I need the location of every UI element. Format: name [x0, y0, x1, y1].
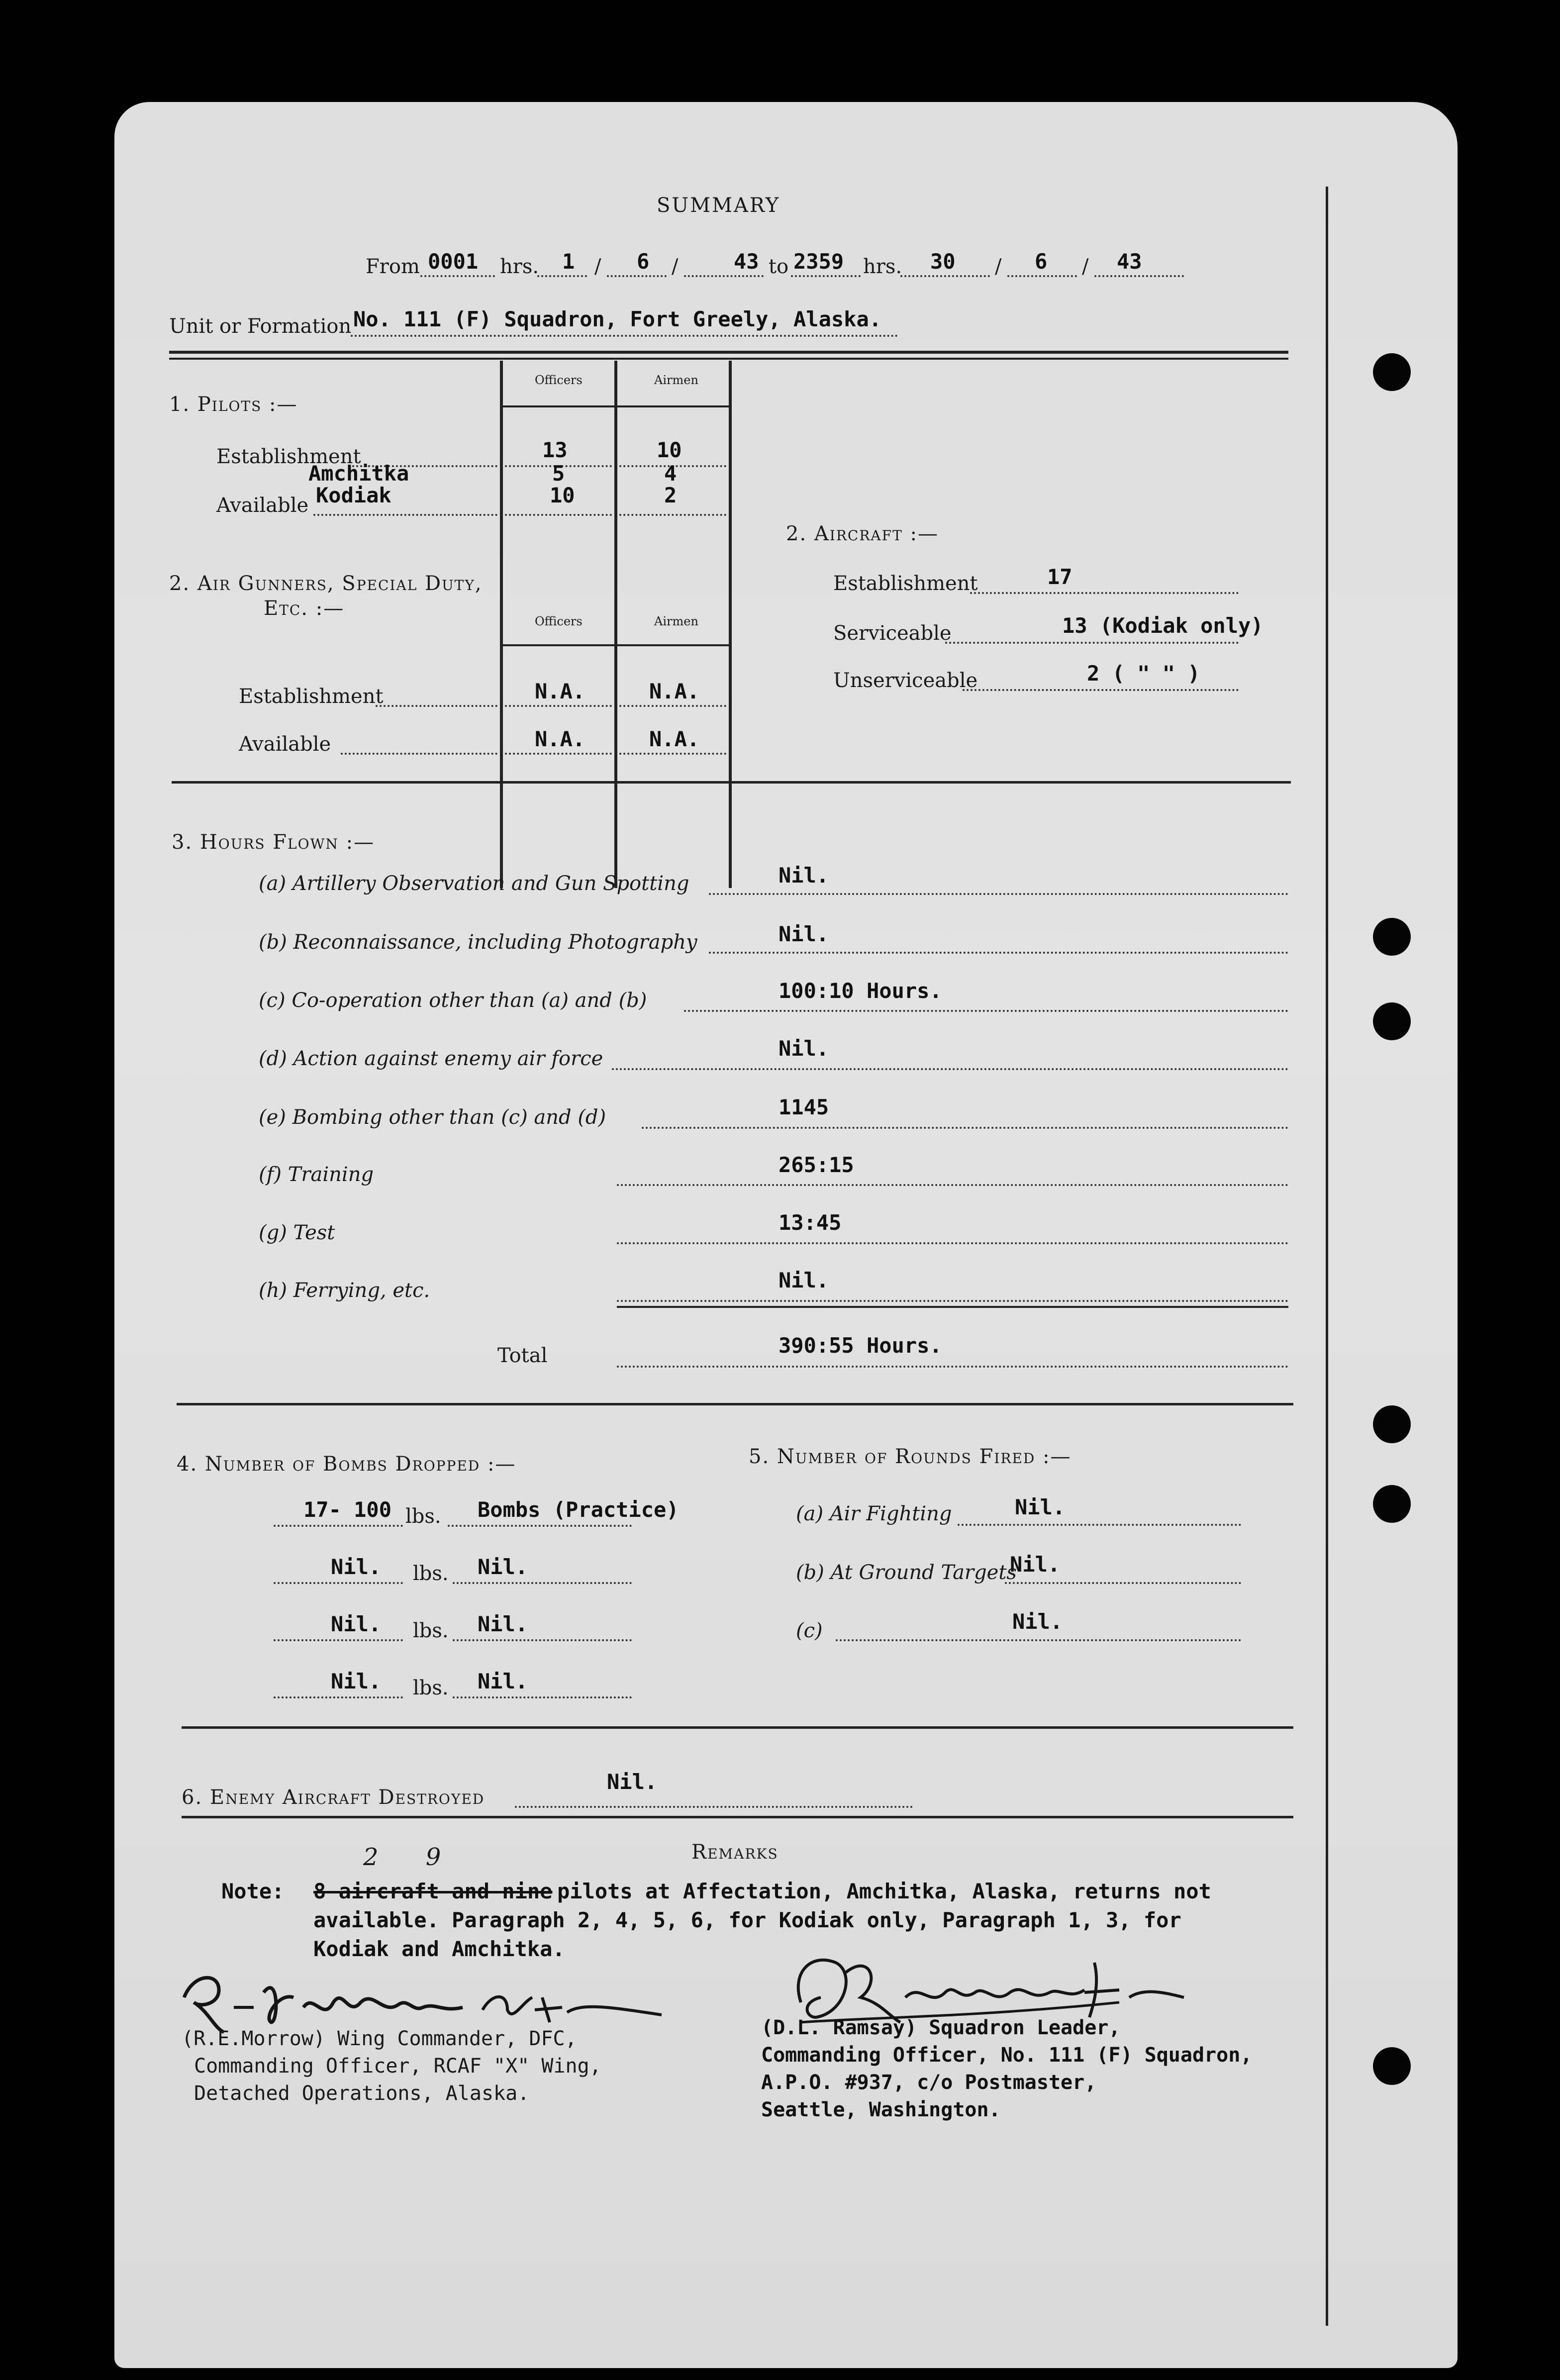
pilots-amchitka-officers: 5 — [552, 461, 565, 486]
bombs-heading: 4. Number of Bombs Dropped :— — [177, 1453, 516, 1476]
remarks-heading: Remarks — [691, 1841, 779, 1864]
right-signature-line3: A.P.O. #937, c/o Postmaster, — [761, 2071, 1097, 2094]
right-signature-line2: Commanding Officer, No. 111 (F) Squadron, — [761, 2044, 1253, 2067]
to-label: to — [769, 255, 789, 278]
from-label: From — [366, 255, 420, 278]
from-year: 43 — [734, 249, 759, 274]
slash: / — [672, 255, 679, 278]
punch-hole — [1373, 353, 1411, 391]
unit-label: Unit or Formation — [169, 315, 352, 338]
gunners-available-label: Available — [239, 733, 331, 756]
gunners-available-officers: N.A. — [535, 727, 585, 751]
to-time: 2359 — [793, 249, 844, 274]
left-signature-line3: Detached Operations, Alaska. — [194, 2082, 530, 2105]
pilots-establishment-airmen: 10 — [657, 438, 682, 462]
bombs-row2-qty: Nil. — [331, 1555, 382, 1579]
enemy-aircraft-label: 6. Enemy Aircraft Destroyed — [182, 1786, 485, 1809]
hours-row-e-label: (e) Bombing other than (c) and (d) — [259, 1106, 606, 1129]
hours-row-a-value: Nil. — [779, 863, 829, 888]
right-signature-line4: Seattle, Washington. — [761, 2098, 1001, 2121]
bombs-row4-type: Nil. — [478, 1669, 528, 1693]
to-hrs-label: hrs. — [863, 255, 902, 278]
punch-hole — [1373, 1485, 1411, 1523]
remarks-line3: Kodiak and Amchitka. — [313, 1937, 565, 1961]
hours-row-f-value: 265:15 — [779, 1153, 854, 1177]
col-officers-header: Officers — [535, 373, 583, 387]
bombs-row4-qty: Nil. — [331, 1669, 382, 1693]
hours-row-b-value: Nil. — [779, 922, 829, 946]
pilots-kodiak-officers: 10 — [550, 483, 575, 507]
aircraft-serviceable-value: 13 (Kodiak only) — [1062, 613, 1264, 638]
summary-form-sheet — [114, 102, 1458, 2368]
gunners-establishment-airmen: N.A. — [649, 679, 700, 703]
bombs-row1-qty: 17- 100 — [303, 1497, 392, 1522]
slash: / — [594, 255, 601, 278]
hours-row-h-label: (h) Ferrying, etc. — [259, 1279, 430, 1302]
gunners-establishment-officers: N.A. — [535, 679, 585, 703]
rule — [169, 358, 1288, 360]
pilots-available-label: Available — [216, 494, 309, 517]
left-handwritten-signature — [164, 1963, 686, 2037]
left-signature-line2: Commanding Officer, RCAF "X" Wing, — [194, 2055, 601, 2078]
aircraft-heading: 2. Aircraft :— — [786, 522, 939, 545]
remarks-note-label: Note: — [221, 1879, 285, 1903]
to-year: 43 — [1117, 249, 1142, 274]
remarks-line2: available. Paragraph 2, 4, 5, 6, for Kodiak only, Paragraph 1, 3, for — [313, 1908, 1181, 1932]
gunners-col-officers: Officers — [535, 614, 583, 628]
right-signature-line1: (D.L. Ramsay) Squadron Leader, — [761, 2016, 1121, 2039]
bombs-row4-lbs: lbs. — [413, 1677, 449, 1699]
hours-heading: 3. Hours Flown :— — [172, 831, 375, 854]
col-airmen-header: Airmen — [654, 373, 698, 387]
rule — [182, 1816, 1293, 1818]
aircraft-establishment-value: 17 — [1047, 565, 1072, 589]
rounds-heading: 5. Number of Rounds Fired :— — [749, 1445, 1072, 1468]
aircraft-serviceable-label: Serviceable — [833, 622, 952, 645]
hours-total-label: Total — [497, 1344, 548, 1367]
aircraft-unserviceable-value: 2 ( " " ) — [1087, 661, 1200, 686]
punch-hole — [1373, 2047, 1411, 2085]
hours-row-e-value: 1145 — [779, 1095, 829, 1119]
slash: / — [1082, 255, 1089, 278]
pilots-heading: 1. Pilots :— — [169, 393, 298, 416]
gunners-available-airmen: N.A. — [649, 727, 700, 751]
rounds-row-a-label: (a) Air Fighting — [796, 1502, 952, 1525]
hours-row-d-label: (d) Action against enemy air force — [259, 1047, 603, 1070]
hours-row-c-value: 100:10 Hours. — [779, 979, 942, 1003]
rounds-row-c-value: Nil. — [1012, 1609, 1063, 1634]
pilots-establishment-label: Establishment — [216, 445, 361, 468]
from-day: 1 — [562, 249, 575, 274]
hours-row-b-label: (b) Reconnaissance, including Photography — [259, 931, 697, 954]
rule — [177, 1403, 1293, 1405]
to-day: 30 — [930, 249, 956, 274]
bombs-row3-lbs: lbs. — [413, 1619, 449, 1642]
enemy-aircraft-value: Nil. — [607, 1770, 658, 1794]
form-title: SUMMARY — [657, 194, 780, 217]
hours-row-g-value: 13:45 — [779, 1210, 842, 1235]
hours-total-value: 390:55 Hours. — [779, 1333, 942, 1358]
from-time: 0001 — [428, 249, 479, 274]
bombs-row3-type: Nil. — [478, 1612, 528, 1636]
to-month: 6 — [1035, 249, 1048, 274]
rule — [172, 781, 1291, 784]
rule — [169, 351, 1288, 354]
from-hrs-label: hrs. — [500, 255, 539, 278]
remarks-handwritten-correction: 2 9 — [363, 1843, 461, 1871]
left-signature-line1: (R.E.Morrow) Wing Commander, DFC, — [182, 2027, 577, 2050]
hours-row-h-value: Nil. — [779, 1268, 829, 1292]
hours-row-d-value: Nil. — [779, 1036, 829, 1061]
bombs-row1-type: Bombs (Practice) — [478, 1497, 679, 1522]
gunners-establishment-label: Establishment — [239, 685, 384, 708]
punch-hole — [1373, 1405, 1411, 1443]
gunners-col-airmen: Airmen — [654, 614, 698, 628]
hours-row-g-label: (g) Test — [259, 1221, 335, 1244]
slash: / — [995, 255, 1002, 278]
bombs-row2-type: Nil. — [478, 1555, 528, 1579]
gunners-heading: 2. Air Gunners, Special Duty, — [169, 572, 483, 595]
hours-row-c-label: (c) Co-operation other than (a) and (b) — [259, 989, 647, 1012]
pilots-kodiak-airmen: 2 — [664, 483, 677, 507]
margin-rule — [1326, 187, 1328, 2326]
rounds-row-a-value: Nil. — [1015, 1495, 1066, 1519]
remarks-line1: pilots at Affectation, Amchitka, Alaska, returns not — [557, 1879, 1211, 1903]
aircraft-unserviceable-label: Unserviceable — [833, 669, 978, 692]
rule — [182, 1726, 1293, 1729]
unit-value: No. 111 (F) Squadron, Fort Greely, Alaska. — [353, 307, 882, 331]
rounds-row-b-label: (b) At Ground Targets — [796, 1561, 1017, 1584]
hours-row-a-label: (a) Artillery Observation and Gun Spotting — [259, 872, 689, 895]
punch-hole — [1373, 1002, 1411, 1040]
gunners-heading-etc: Etc. :— — [264, 597, 345, 620]
pilots-amchitka-label: Amchitka — [308, 461, 409, 486]
bombs-row3-qty: Nil. — [331, 1612, 382, 1636]
from-month: 6 — [637, 249, 650, 274]
pilots-amchitka-airmen: 4 — [664, 461, 677, 486]
bombs-row2-lbs: lbs. — [413, 1562, 449, 1585]
pilots-kodiak-label: Kodiak — [316, 483, 391, 507]
rounds-row-c-label: (c) — [796, 1619, 823, 1642]
punch-hole — [1373, 918, 1411, 956]
aircraft-establishment-label: Establishment — [833, 572, 978, 595]
remarks-struck-text: 8 aircraft and nine — [313, 1879, 553, 1903]
bombs-row1-lbs: lbs. — [405, 1505, 441, 1528]
hours-row-f-label: (f) Training — [259, 1163, 374, 1186]
rounds-row-b-value: Nil. — [1010, 1552, 1061, 1577]
pilots-establishment-officers: 13 — [542, 438, 568, 462]
